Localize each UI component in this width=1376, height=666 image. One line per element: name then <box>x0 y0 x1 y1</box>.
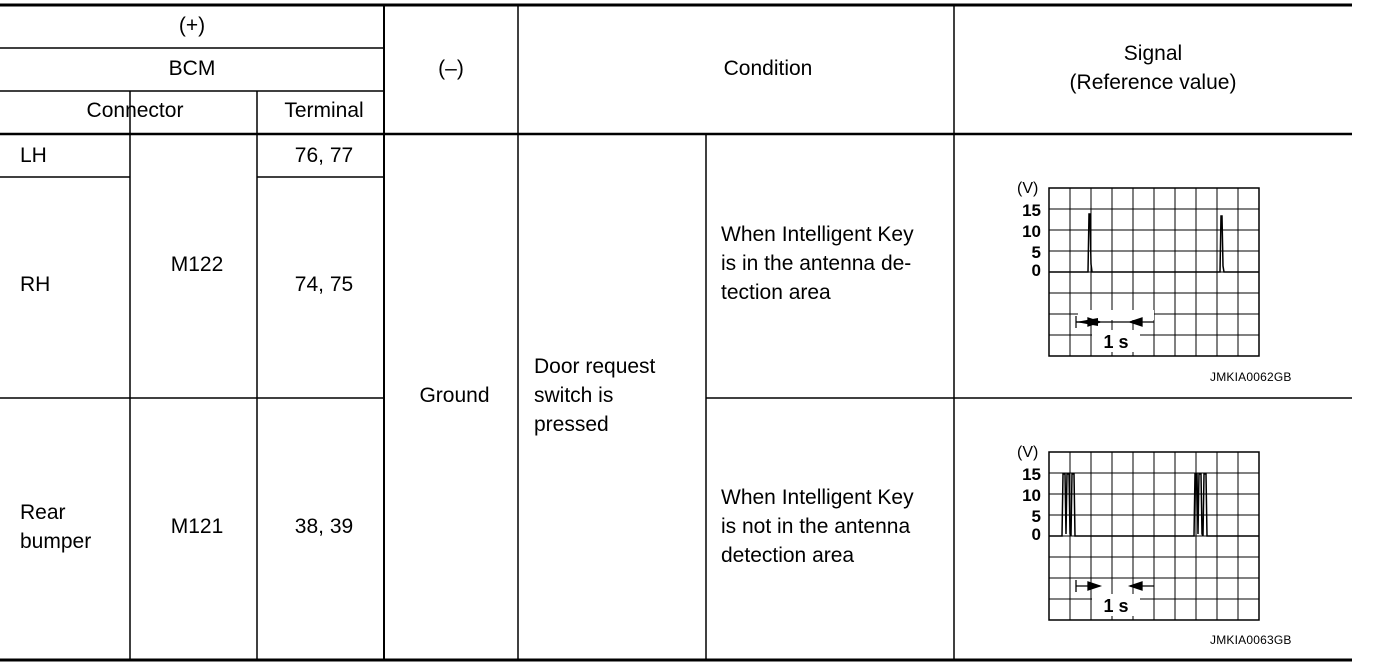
scope1-ref: JMKIA0062GB <box>1210 370 1292 384</box>
scope2-tick-10: 10 <box>1022 486 1041 505</box>
connector-m122: M122 <box>170 253 224 276</box>
header-condition: Condition <box>723 57 813 80</box>
oscilloscope-out-of-range <box>1010 440 1270 626</box>
scope2-time-label: 1 s <box>1103 596 1129 616</box>
ground-label: Ground <box>419 384 490 407</box>
scope1-tick-10: 10 <box>1022 222 1041 241</box>
scope2-ref: JMKIA0063GB <box>1210 633 1292 647</box>
terminal-rear: 38, 39 <box>294 515 354 538</box>
scope2-unit: (V) <box>1017 444 1039 461</box>
header-minus: (–) <box>438 57 464 80</box>
header-connector: Connector <box>86 99 184 122</box>
row-position-bumper: bumper <box>20 530 92 553</box>
condition-in-2: is in the antenna de- <box>721 252 912 275</box>
condition-main-3: pressed <box>534 413 609 436</box>
condition-out-2: is not in the antenna <box>721 515 911 538</box>
header-signal: Signal <box>1123 42 1183 65</box>
header-bcm: BCM <box>168 57 216 80</box>
scope2-tick-15: 15 <box>1022 465 1041 484</box>
scope1-tick-0: 0 <box>1031 261 1041 280</box>
terminal-rh: 74, 75 <box>294 273 354 296</box>
scope1-time-label: 1 s <box>1103 332 1129 352</box>
terminal-lh: 76, 77 <box>294 144 354 167</box>
scope1-tick-5: 5 <box>1031 243 1041 262</box>
oscilloscope-in-range <box>1010 176 1270 362</box>
row-position-lh: LH <box>20 144 47 167</box>
condition-out-1: When Intelligent Key <box>721 486 914 509</box>
scope1-tick-15: 15 <box>1022 201 1041 220</box>
connector-m121: M121 <box>170 515 224 538</box>
condition-in-1: When Intelligent Key <box>721 223 914 246</box>
scope1-unit: (V) <box>1017 180 1039 197</box>
row-position-rear: Rear <box>20 501 66 524</box>
condition-main-2: switch is <box>534 384 614 407</box>
row-position-rh: RH <box>20 273 51 296</box>
header-plus: (+) <box>178 14 206 37</box>
header-signal-ref: (Reference value) <box>1069 71 1237 94</box>
scope2-tick-0: 0 <box>1031 525 1041 544</box>
condition-main-1: Door request <box>534 355 656 378</box>
condition-in-3: tection area <box>721 281 831 304</box>
condition-out-3: detection area <box>721 544 855 567</box>
scope2-tick-5: 5 <box>1031 507 1041 526</box>
header-terminal: Terminal <box>284 99 364 122</box>
